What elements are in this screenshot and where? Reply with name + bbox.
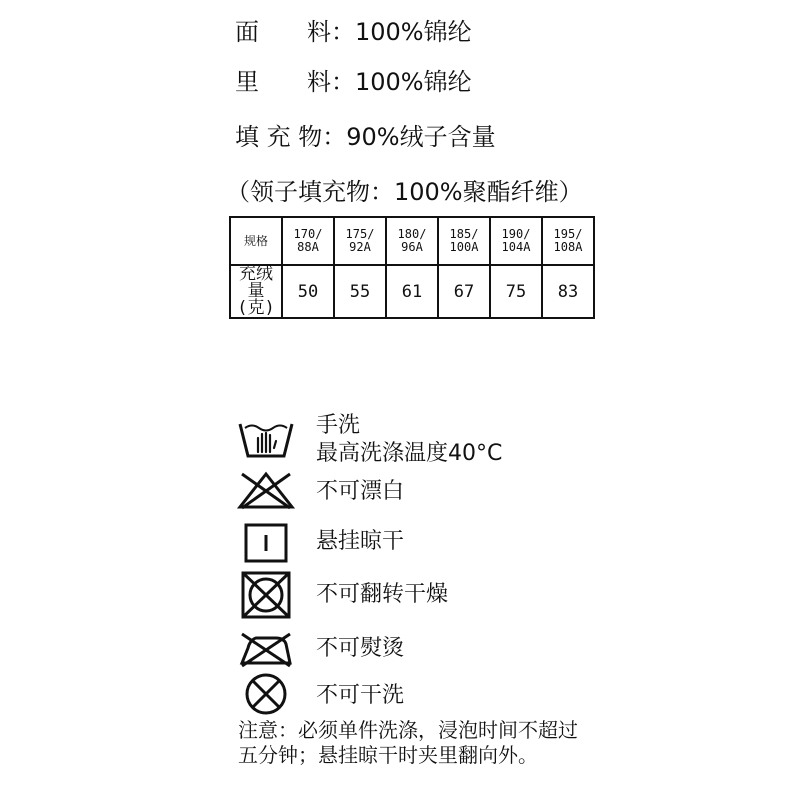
- size-cell: 180/ 96A: [386, 217, 438, 265]
- size-cell: 185/ 100A: [438, 217, 490, 265]
- material-fabric: 面 料：100%锦纶: [235, 18, 472, 46]
- table-row: [230, 217, 594, 265]
- fill-value-cell: 55: [334, 265, 386, 318]
- fill-value-cell: 83: [542, 265, 594, 318]
- no-tumble-dry-text: 不可翻转干燥: [316, 582, 449, 607]
- table-row: [230, 265, 594, 318]
- no-iron-icon: [236, 630, 296, 668]
- no-iron-text: 不可熨烫: [316, 636, 405, 661]
- no-bleach-text: 不可漂白: [316, 479, 405, 504]
- no-tumble-dry-icon: [236, 570, 296, 620]
- size-cell: 175/ 92A: [334, 217, 386, 265]
- no-bleach-icon: [236, 470, 296, 510]
- size-cell: 195/ 108A: [542, 217, 594, 265]
- material-collar: （领子填充物：100%聚酯纤维）: [226, 178, 583, 206]
- fill-value-cell: 67: [438, 265, 490, 318]
- material-filling: 填 充 物：90%绒子含量: [235, 123, 496, 151]
- line-dry-icon: [236, 522, 296, 564]
- size-cell: 190/ 104A: [490, 217, 542, 265]
- no-dry-clean-text: 不可干洗: [316, 683, 405, 708]
- fill-value-cell: 61: [386, 265, 438, 318]
- size-header-label: 规格: [230, 217, 282, 265]
- hand-wash-icon: [236, 418, 296, 460]
- fill-weight-label: 充绒量 (克): [230, 265, 282, 318]
- size-fill-table: [229, 216, 595, 319]
- line-dry-text: 悬挂晾干: [316, 529, 405, 554]
- size-cell: 170/ 88A: [282, 217, 334, 265]
- care-note: 注意：必须单件洗涤，浸泡时间不超过五分钟；悬挂晾干时夹里翻向外。: [238, 718, 578, 767]
- material-lining: 里 料：100%锦纶: [235, 68, 472, 96]
- hand-wash-text: 手洗 最高洗涤温度40°C: [316, 413, 503, 466]
- fill-value-cell: 50: [282, 265, 334, 318]
- no-dry-clean-icon: [236, 672, 296, 716]
- fill-value-cell: 75: [490, 265, 542, 318]
